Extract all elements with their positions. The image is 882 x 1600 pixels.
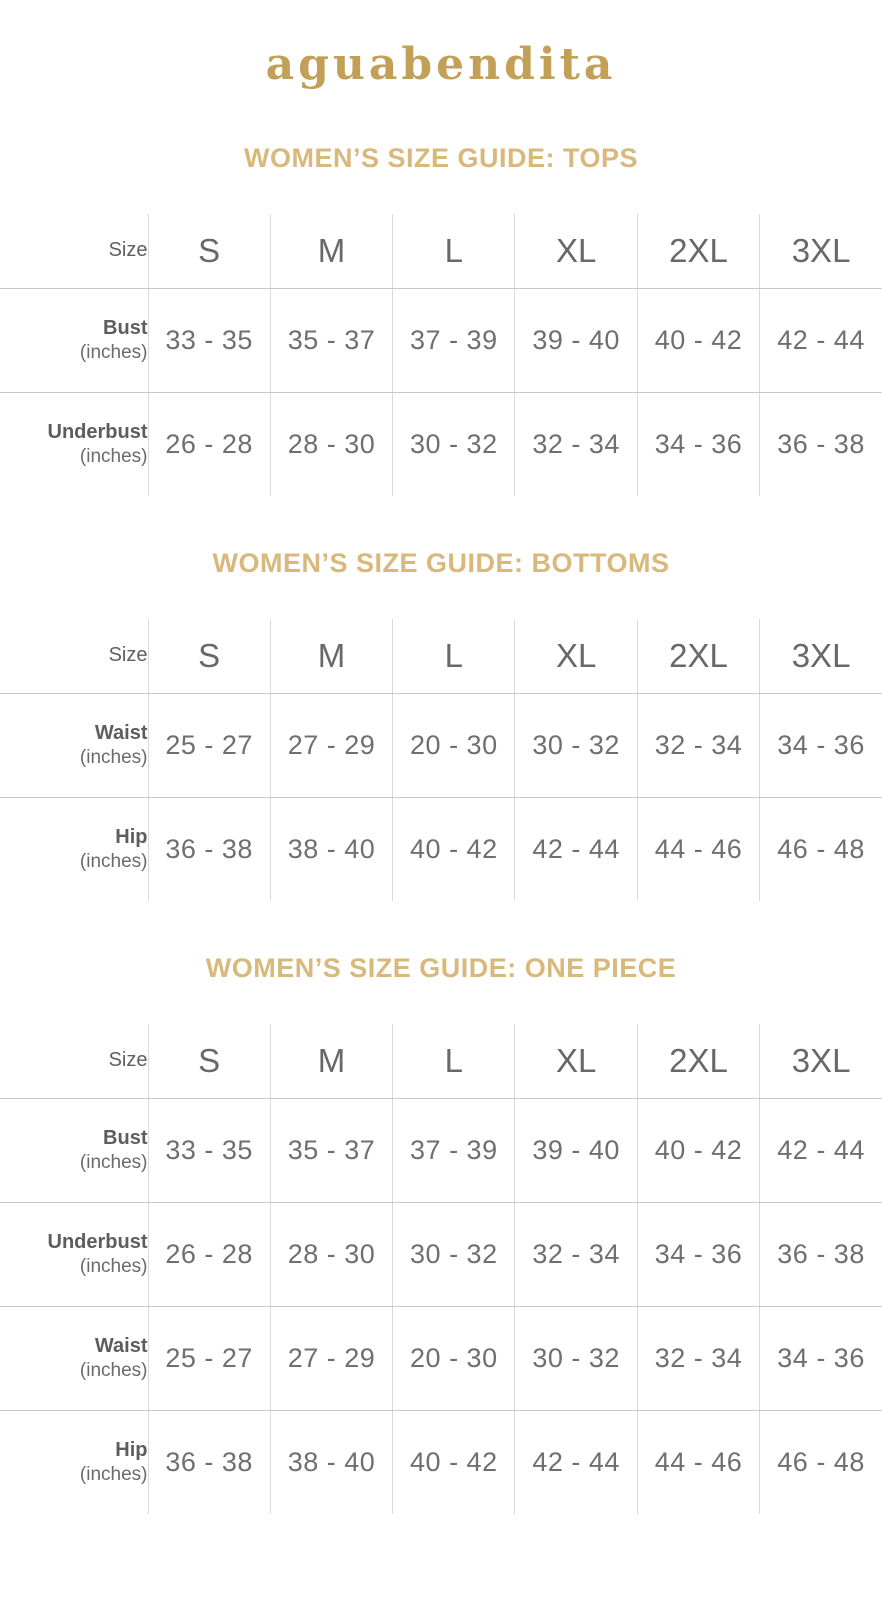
measurement-row-underbust xyxy=(0,392,882,496)
size-header-s: S xyxy=(148,214,270,289)
measurement-name: Bust xyxy=(103,1126,148,1149)
measurement-name: Hip xyxy=(115,825,148,848)
row-header-underbust xyxy=(0,392,148,496)
size-header-2xl: 2XL xyxy=(637,1024,759,1099)
measurement-unit: (inches) xyxy=(79,1463,148,1485)
measurement-value: 37 - 39 xyxy=(393,1098,515,1202)
size-header-l: L xyxy=(393,1024,515,1099)
measurement-value: 32 - 34 xyxy=(637,1306,759,1410)
measurement-value: 40 - 42 xyxy=(637,288,759,392)
measurement-value: 28 - 30 xyxy=(270,1202,392,1306)
row-header-waist xyxy=(0,693,148,797)
measurement-value: 42 - 44 xyxy=(760,288,882,392)
measurement-value: 40 - 42 xyxy=(393,797,515,901)
section-title: WOMEN’S SIZE GUIDE: BOTTOMS xyxy=(212,547,670,578)
measurement-unit: (inches) xyxy=(79,1151,148,1173)
measurement-value: 34 - 36 xyxy=(637,1202,759,1306)
size-header-l: L xyxy=(393,214,515,289)
measurement-unit: (inches) xyxy=(79,1255,148,1277)
size-table xyxy=(0,619,882,901)
measurement-value: 27 - 29 xyxy=(270,693,392,797)
size-header-3xl: 3XL xyxy=(760,619,882,694)
measurement-value: 34 - 36 xyxy=(637,392,759,496)
measurement-value: 20 - 30 xyxy=(393,693,515,797)
size-table xyxy=(0,214,882,496)
brand-logo: aguabendita xyxy=(265,39,617,90)
table-header-row xyxy=(0,619,882,694)
row-header-underbust xyxy=(0,1202,148,1306)
size-guide-sections xyxy=(0,143,882,1514)
size-column-label: Size xyxy=(0,1024,148,1099)
measurement-row-hip xyxy=(0,797,882,901)
measurement-value: 39 - 40 xyxy=(515,288,637,392)
measurement-value: 25 - 27 xyxy=(148,1306,270,1410)
measurement-value: 44 - 46 xyxy=(637,797,759,901)
measurement-value: 46 - 48 xyxy=(760,1410,882,1514)
measurement-value: 30 - 32 xyxy=(515,1306,637,1410)
measurement-name: Hip xyxy=(115,1438,148,1461)
measurement-row-underbust xyxy=(0,1202,882,1306)
measurement-value: 30 - 32 xyxy=(393,1202,515,1306)
size-column-label: Size xyxy=(0,214,148,289)
size-column-label: Size xyxy=(0,619,148,694)
measurement-value: 28 - 30 xyxy=(270,392,392,496)
row-header-hip xyxy=(0,1410,148,1514)
measurement-value: 32 - 34 xyxy=(637,693,759,797)
size-guide-section-1 xyxy=(0,143,882,496)
measurement-value: 27 - 29 xyxy=(270,1306,392,1410)
measurement-row-waist xyxy=(0,1306,882,1410)
size-header-xl: XL xyxy=(515,1024,637,1099)
measurement-value: 35 - 37 xyxy=(270,288,392,392)
measurement-value: 33 - 35 xyxy=(148,288,270,392)
size-header-xl: XL xyxy=(515,214,637,289)
measurement-row-bust xyxy=(0,288,882,392)
row-header-bust xyxy=(0,1098,148,1202)
measurement-value: 44 - 46 xyxy=(637,1410,759,1514)
size-header-3xl: 3XL xyxy=(760,1024,882,1099)
measurement-name: Bust xyxy=(103,316,148,339)
size-header-s: S xyxy=(148,619,270,694)
table-header-row xyxy=(0,1024,882,1099)
measurement-value: 40 - 42 xyxy=(637,1098,759,1202)
measurement-value: 34 - 36 xyxy=(760,1306,882,1410)
measurement-value: 38 - 40 xyxy=(270,797,392,901)
measurement-unit: (inches) xyxy=(79,1359,148,1381)
size-guide-section-2 xyxy=(0,548,882,901)
row-header-bust xyxy=(0,288,148,392)
measurement-unit: (inches) xyxy=(79,445,148,467)
measurement-value: 42 - 44 xyxy=(515,1410,637,1514)
section-title: WOMEN’S SIZE GUIDE: TOPS xyxy=(243,142,639,173)
measurement-value: 36 - 38 xyxy=(148,797,270,901)
measurement-value: 34 - 36 xyxy=(760,693,882,797)
measurement-value: 32 - 34 xyxy=(515,1202,637,1306)
measurement-value: 32 - 34 xyxy=(515,392,637,496)
measurement-value: 20 - 30 xyxy=(393,1306,515,1410)
measurement-value: 26 - 28 xyxy=(148,392,270,496)
page-header xyxy=(0,40,882,91)
measurement-row-bust xyxy=(0,1098,882,1202)
measurement-name: Underbust xyxy=(47,1230,148,1253)
size-header-2xl: 2XL xyxy=(637,214,759,289)
measurement-value: 30 - 32 xyxy=(515,693,637,797)
measurement-name: Waist xyxy=(94,1334,148,1357)
measurement-value: 36 - 38 xyxy=(760,1202,882,1306)
size-header-l: L xyxy=(393,619,515,694)
measurement-value: 42 - 44 xyxy=(760,1098,882,1202)
row-header-waist xyxy=(0,1306,148,1410)
row-header-hip xyxy=(0,797,148,901)
measurement-unit: (inches) xyxy=(79,746,148,768)
measurement-value: 37 - 39 xyxy=(393,288,515,392)
size-guide-section-3 xyxy=(0,953,882,1514)
measurement-name: Waist xyxy=(94,721,148,744)
size-header-m: M xyxy=(270,619,392,694)
size-header-m: M xyxy=(270,1024,392,1099)
size-header-2xl: 2XL xyxy=(637,619,759,694)
measurement-value: 38 - 40 xyxy=(270,1410,392,1514)
measurement-name: Underbust xyxy=(47,420,148,443)
measurement-value: 30 - 32 xyxy=(393,392,515,496)
measurement-row-waist xyxy=(0,693,882,797)
size-table xyxy=(0,1024,882,1514)
size-header-s: S xyxy=(148,1024,270,1099)
measurement-value: 42 - 44 xyxy=(515,797,637,901)
table-header-row xyxy=(0,214,882,289)
measurement-unit: (inches) xyxy=(79,850,148,872)
size-header-m: M xyxy=(270,214,392,289)
measurement-value: 36 - 38 xyxy=(760,392,882,496)
measurement-value: 26 - 28 xyxy=(148,1202,270,1306)
section-title: WOMEN’S SIZE GUIDE: ONE PIECE xyxy=(205,952,677,983)
measurement-value: 25 - 27 xyxy=(148,693,270,797)
measurement-row-hip xyxy=(0,1410,882,1514)
size-header-xl: XL xyxy=(515,619,637,694)
measurement-value: 40 - 42 xyxy=(393,1410,515,1514)
measurement-value: 36 - 38 xyxy=(148,1410,270,1514)
measurement-value: 39 - 40 xyxy=(515,1098,637,1202)
measurement-unit: (inches) xyxy=(79,341,148,363)
measurement-value: 33 - 35 xyxy=(148,1098,270,1202)
measurement-value: 35 - 37 xyxy=(270,1098,392,1202)
measurement-value: 46 - 48 xyxy=(760,797,882,901)
size-header-3xl: 3XL xyxy=(760,214,882,289)
